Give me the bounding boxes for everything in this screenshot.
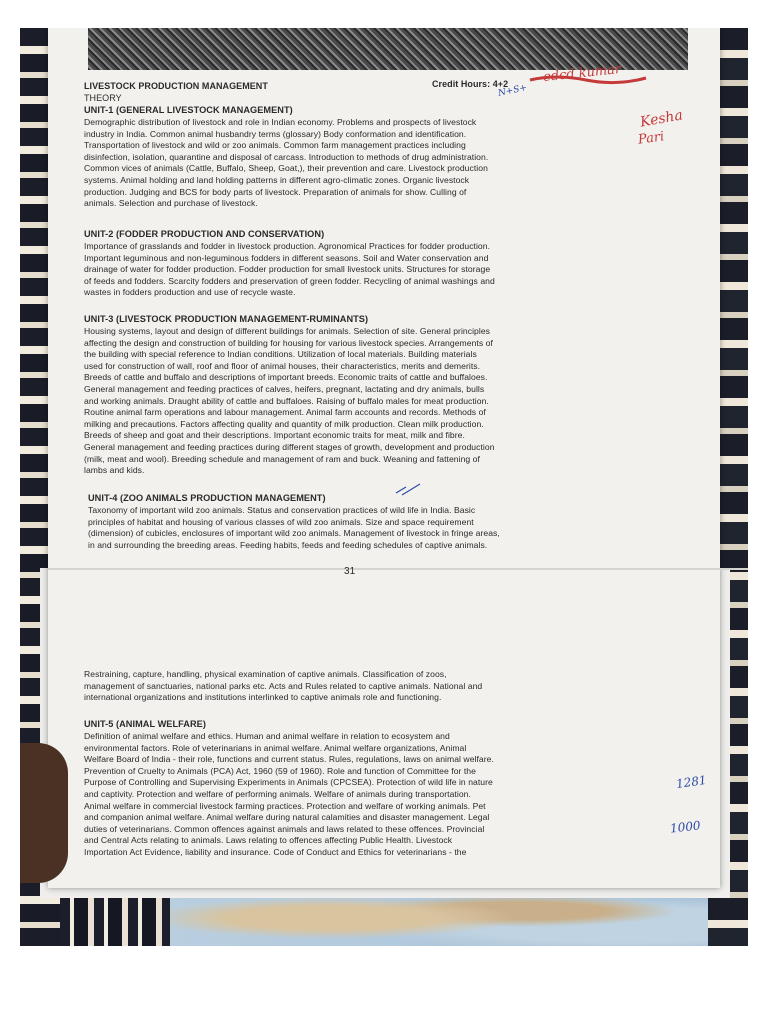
- unit-5-line: and Central Acts relating to animals. Laws relating to offences affecting Public Health. Livestock: [84, 835, 453, 846]
- unit-5-line: Definition of animal welfare and ethics. Human and animal welfare in relation to ecosystem and: [84, 731, 450, 741]
- unit-2-body: [84, 241, 644, 299]
- hand-holding-page: [20, 743, 68, 883]
- unit-4-heading: UNIT-4 (ZOO ANIMALS PRODUCTION MANAGEMENT): [88, 493, 326, 503]
- page-number: 31: [344, 566, 356, 577]
- unit-3-line: used for construction of wall, roof and floor of animal houses, their characteristics, merits and demerits.: [84, 360, 481, 371]
- unit-3-line: Breeds of sheep and goat and their descriptions. Important economic traits for meat, milk and fibre.: [84, 430, 465, 441]
- unit-5-line: Prevention of Cruelty to Animals (PCA) Act, 1960 (59 of 1960). Role and function of Committee for the: [84, 765, 476, 776]
- unit-3-line: (milk, meat and wool). Breeding schedule and management of ram and buck. Weaning and fattening of: [84, 453, 480, 464]
- unit-3-line: Housing systems, layout and design of different buildings for animals. Selection of site. General principles: [84, 326, 491, 336]
- unit-3-heading: UNIT-3 (LIVESTOCK PRODUCTION MANAGEMENT-RUMINANTS): [84, 314, 369, 324]
- unit-3-line: Breeds of cattle and buffalo and descriptions of important breeds. Economic traits of cattle and buffaloes.: [84, 372, 488, 383]
- unit-1-line: disinfection, isolation, quarantine and disposal of carcass. Introduction to methods of drug administration.: [84, 151, 489, 162]
- unit-1-line: production. Judging and BCS for body parts of livestock. Preparation of animals for show. Culling of: [84, 186, 467, 197]
- unit-2-line: of feeds and fodders. Scarcity fodders and preservation of green fodder. Recycling of animal washings and: [84, 275, 495, 286]
- unit-3-line: affecting the design and construction of building for housing for various livestock species. Arrangements of: [84, 337, 493, 348]
- unit-5-line: and captivity. Protection and welfare of performing animals. Welfare of animals during transportation.: [84, 788, 471, 799]
- unit-1-line: systems. Animal holding and land holding patterns in different agro-climatic zones. Organic livestock: [84, 174, 470, 185]
- unit-5-line: Welfare Board of India - their role, functions and current status. Rules, regulations, laws on animal welfare.: [84, 754, 494, 765]
- document-subtitle: THEORY: [84, 93, 122, 103]
- unit-1-line: Common vices of animals (Cattle, Buffalo, Sheep, Goat,), their prevention and care. Livestock production: [84, 163, 488, 174]
- unit-4-line: (dimension) of cubicles, enclosures of important wild zoo animals. Management of livestock in fringe areas,: [88, 528, 500, 539]
- unit-5-line: Animal welfare in commercial livestock farming practices. Protection and welfare of working animals. Pet: [84, 800, 486, 811]
- unit-3-line: General management and feeding practices of calves, heifers, pregnant, lactating and dry animals, bulls: [84, 383, 485, 394]
- unit-4-line: principles of habitat and housing of various classes of wild zoo animals. Size and space requirement: [88, 516, 474, 527]
- strikethrough-scribble-icon: [526, 72, 656, 86]
- unit-5-line: Importation Act Evidence, liability and insurance. Code of Conduct and Ethics for veterinarians - the: [84, 846, 467, 857]
- paper-fold-crease: [48, 568, 748, 570]
- handwritten-note-red-2: Kesha: [638, 107, 684, 131]
- unit-5-body: [84, 731, 654, 859]
- unit-3-line: lambs and kids.: [84, 465, 145, 476]
- unit-5-line: and companion animal welfare. Animal welfare during natural calamities and disaster management. Legal: [84, 812, 490, 823]
- continuation-line: management of sanctuaries, national parks etc. Acts and Rules related to captive animals. National and: [84, 680, 483, 691]
- photo-frame: [20, 28, 748, 946]
- handwritten-note-blue-1: 1281: [675, 772, 708, 792]
- unit-3-line: milking and precautions. Factors affecting quality and quantity of milk production. Clean milk production.: [84, 418, 484, 429]
- unit-1-heading: UNIT-1 (GENERAL LIVESTOCK MANAGEMENT): [84, 105, 293, 115]
- unit-1-line: industry in India. Common animal husbandry terms (glossary) Body conformation and identification.: [84, 128, 467, 139]
- document-title: LIVESTOCK PRODUCTION MANAGEMENT: [84, 81, 268, 91]
- unit-4-body: [88, 505, 648, 551]
- unit-4-continuation: [84, 669, 654, 704]
- document-page: [48, 28, 720, 888]
- unit-2-line: Importance of grasslands and fodder in livestock production. Agronomical Practices for fodder production.: [84, 241, 491, 251]
- unit-4-line: in and surrounding the breeding areas. Feeding habits, feeds and feeding schedules of captive animals.: [88, 539, 488, 550]
- handwritten-note-red-3: Pari: [637, 129, 666, 148]
- unit-5-line: Purpose of Controlling and Supervising Experiments in Animals (CPCSEA). Protection of wild life in nature: [84, 777, 493, 788]
- handwritten-note-blue-top: N+S+: [497, 83, 528, 99]
- unit-2-heading: UNIT-2 (FODDER PRODUCTION AND CONSERVATION): [84, 229, 325, 239]
- unit-3-line: the building with special reference to Indian conditions. Utilization of local materials. Building materials: [84, 349, 477, 360]
- credit-hours: Credit Hours: 4+2: [432, 79, 509, 89]
- unit-3-line: and working animals. Draught ability of cattle and buffaloes. Raising of buffalo males for meat production.: [84, 395, 489, 406]
- unit-4-line: Taxonomy of important wild zoo animals. Status and conservation practices of wild life in India. Basic: [88, 505, 476, 515]
- continuation-line: Restraining, capture, handling, physical examination of captive animals. Classification of zoos,: [84, 669, 447, 679]
- unit-2-line: Important leguminous and non-leguminous fodders in different seasons. Soil and Water conservation and: [84, 252, 489, 263]
- unit-1-line: animals. Selection and purchase of livestock.: [84, 198, 258, 209]
- handwritten-note-red-1: edcd kumar: [542, 61, 622, 86]
- handwritten-note-blue-2: 1000: [669, 818, 702, 836]
- unit-5-heading: UNIT-5 (ANIMAL WELFARE): [84, 719, 206, 729]
- unit-1-line: Transportation of livestock and wild or zoo animals. Common farm management practices including: [84, 140, 466, 151]
- unit-1-line: Demographic distribution of livestock and role in Indian economy. Problems and prospects of livestock: [84, 117, 477, 127]
- unit-5-line: environmental factors. Role of veterinarians in animal welfare. Animal welfare organizations, Animal: [84, 742, 467, 753]
- unit-2-line: drainage of water for fodder production. Fodder production for small livestock units. Structures for storage: [84, 264, 491, 275]
- unit-1-body: [84, 117, 644, 210]
- unit-3-body: [84, 326, 644, 477]
- unit-2-line: wastes in fodders production and use of recycle waste.: [84, 287, 296, 298]
- unit-3-line: General management and feeding practices during different stages of growth, development and production: [84, 441, 495, 452]
- tick-mark-icon: [394, 481, 424, 497]
- unit-3-line: Routine animal farm operations and labour management. Animal farm accounts and records. Methods of: [84, 407, 486, 418]
- unit-5-line: duties of veterinarians. Common offences against animals and laws related to these offences. Provincial: [84, 823, 485, 834]
- continuation-line: international organizations and institutions interlinked to captive animals role and functioning.: [84, 692, 442, 703]
